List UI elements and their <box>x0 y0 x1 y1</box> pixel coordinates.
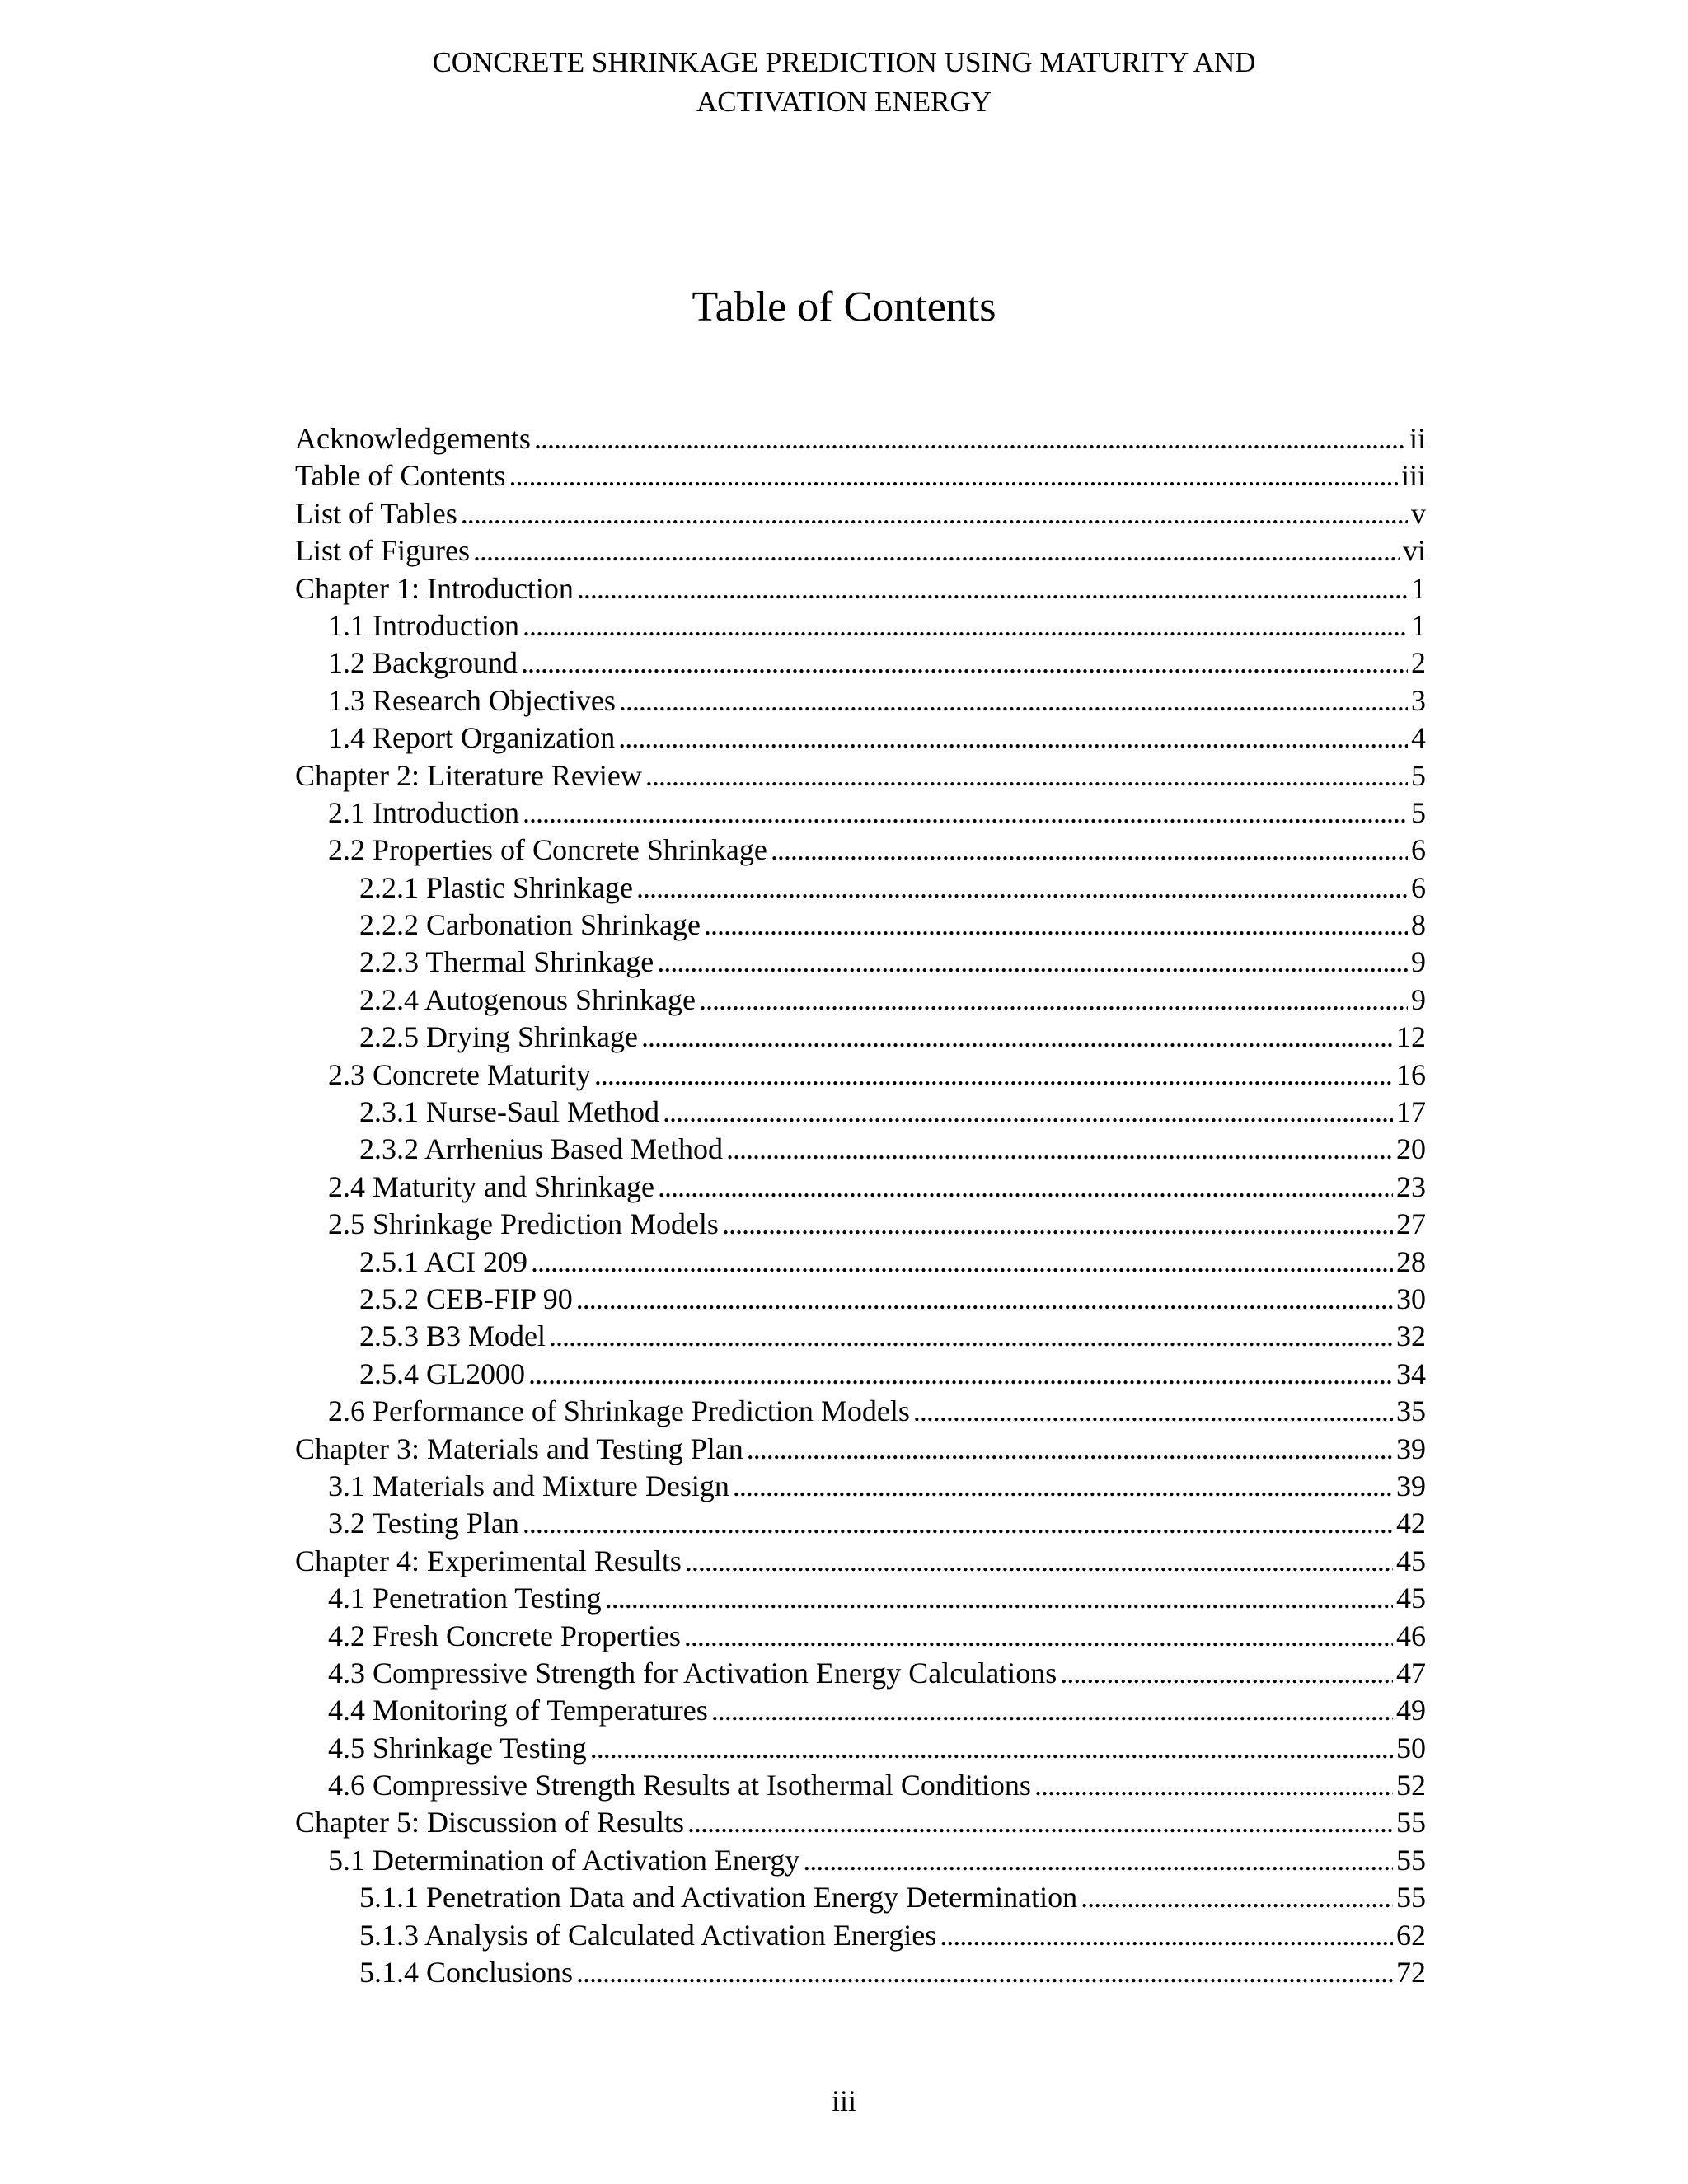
toc-entry-label: Chapter 4: Experimental Results <box>295 1544 682 1577</box>
dot-leader <box>771 832 1408 869</box>
toc-entry <box>295 1879 1426 1916</box>
toc-title: Table of Contents <box>692 284 996 330</box>
toc-entry-page: 52 <box>1396 1769 1426 1802</box>
toc-entry <box>295 907 1426 944</box>
dot-leader <box>704 907 1408 944</box>
toc-entry <box>295 1057 1426 1094</box>
dot-leader <box>619 682 1408 719</box>
toc-entry-label: List of Figures <box>295 534 470 568</box>
toc-entry-label: Chapter 2: Literature Review <box>295 758 642 792</box>
toc-entry <box>295 495 1426 532</box>
toc-entry-label: 2.5.4 GL2000 <box>359 1357 525 1390</box>
running-header-line-2: ACTIVATION ENERGY <box>696 86 992 118</box>
dot-leader <box>594 1057 1393 1094</box>
toc-entry-label: 2.2.1 Plastic Shrinkage <box>359 870 633 904</box>
toc-entry-page: iii <box>1400 459 1426 493</box>
toc-entry <box>295 570 1426 607</box>
dot-leader <box>645 757 1408 794</box>
toc-entry-page: 45 <box>1396 1582 1426 1615</box>
toc-entry-label: 2.3.1 Nurse-Saul Method <box>359 1095 659 1129</box>
dot-leader <box>684 1618 1393 1655</box>
toc-entry <box>295 1019 1426 1056</box>
toc-entry-label: 4.2 Fresh Concrete Properties <box>328 1619 681 1652</box>
dot-leader <box>534 420 1406 457</box>
page-number: iii <box>831 2084 856 2117</box>
toc-entry <box>295 1393 1426 1430</box>
toc-entry-page: 17 <box>1396 1095 1426 1129</box>
toc-entry-label: 2.2.3 Thermal Shrinkage <box>359 945 654 979</box>
toc-entry <box>295 1244 1426 1281</box>
toc-entry-label: 5.1.1 Penetration Data and Activation Energy Determination <box>359 1881 1078 1915</box>
toc-entry-page: 20 <box>1396 1132 1426 1166</box>
running-header-line-1: CONCRETE SHRINKAGE PREDICTION USING MATURITY AND <box>432 46 1256 78</box>
toc-entry-label: 2.4 Maturity and Shrinkage <box>328 1169 654 1203</box>
toc-entry-label: 1.2 Background <box>328 646 518 680</box>
toc-entry-label: 4.5 Shrinkage Testing <box>328 1731 587 1765</box>
toc-entry-label: Table of Contents <box>295 459 506 493</box>
dot-leader <box>658 1169 1393 1206</box>
toc-entry-label: 1.4 Report Organization <box>328 721 616 755</box>
toc-entry-label: 2.2 Properties of Concrete Shrinkage <box>328 833 767 867</box>
dot-leader <box>940 1917 1393 1954</box>
toc-entry-page: 1 <box>1411 608 1426 642</box>
toc-entry <box>295 1618 1426 1655</box>
toc-entry-page: 47 <box>1396 1656 1426 1690</box>
toc-entry-page: 55 <box>1396 1843 1426 1877</box>
dot-leader <box>1034 1767 1393 1804</box>
toc-entry <box>295 794 1426 832</box>
toc-entry-page: 55 <box>1396 1806 1426 1840</box>
toc-entry <box>295 832 1426 869</box>
toc-entry-page: 28 <box>1396 1244 1426 1278</box>
running-header <box>0 43 1688 122</box>
toc-entry <box>295 644 1426 682</box>
toc-entry <box>295 1169 1426 1206</box>
dot-leader <box>618 719 1408 757</box>
toc-entry-label: 3.2 Testing Plan <box>328 1507 519 1540</box>
toc-entry-page: v <box>1411 496 1426 530</box>
dot-leader <box>1081 1879 1393 1916</box>
toc-entry-page: 27 <box>1396 1207 1426 1241</box>
toc-entry-page: 45 <box>1396 1544 1426 1577</box>
toc-entry-label: 2.3.2 Arrhenius Based Method <box>359 1132 723 1166</box>
dot-leader <box>509 457 1398 494</box>
toc-entry <box>295 457 1426 494</box>
toc-entry <box>295 719 1426 757</box>
toc-entry-page: 1 <box>1411 571 1426 605</box>
toc-entry-label: 4.6 Compressive Strength Results at Isothermal Conditions <box>328 1769 1031 1802</box>
dot-leader <box>605 1580 1393 1617</box>
toc-entry <box>295 1431 1426 1468</box>
toc-entry <box>295 1842 1426 1879</box>
toc-entry <box>295 944 1426 981</box>
toc-entry-label: Acknowledgements <box>295 422 531 455</box>
toc-entry-page: 55 <box>1396 1881 1426 1915</box>
toc-entry-page: 8 <box>1411 908 1426 942</box>
dot-leader <box>687 1804 1393 1841</box>
toc-entry-page: 6 <box>1411 870 1426 904</box>
toc-entry-label: 2.5.3 B3 Model <box>359 1319 546 1353</box>
toc-entry-label: 5.1 Determination of Activation Energy <box>328 1843 800 1877</box>
toc-entry-page: 39 <box>1396 1469 1426 1502</box>
toc-entry-page: 3 <box>1411 683 1426 717</box>
toc-entry-page: 72 <box>1396 1956 1426 1990</box>
toc-entry-page: 32 <box>1396 1319 1426 1353</box>
toc-entry-page: 5 <box>1411 795 1426 829</box>
toc-entry <box>295 982 1426 1019</box>
toc-entry-page: 42 <box>1396 1507 1426 1540</box>
dot-leader <box>657 944 1408 981</box>
dot-leader <box>461 495 1408 532</box>
toc-entry-page: 49 <box>1396 1694 1426 1727</box>
toc-entry-page: ii <box>1409 422 1426 455</box>
toc-entry <box>295 757 1426 794</box>
toc-entry <box>295 1767 1426 1804</box>
dot-leader <box>576 1281 1393 1318</box>
dot-leader <box>1060 1655 1393 1692</box>
toc-entry <box>295 532 1426 569</box>
toc-entry-label: Chapter 3: Materials and Testing Plan <box>295 1432 743 1465</box>
toc-entry <box>295 1804 1426 1841</box>
toc-entry-label: 2.5 Shrinkage Prediction Models <box>328 1207 719 1241</box>
toc-entry-label: List of Tables <box>295 496 457 530</box>
toc-entry <box>295 1281 1426 1318</box>
toc-entry-page: 12 <box>1396 1020 1426 1054</box>
toc-entry-page: 9 <box>1411 945 1426 979</box>
dot-leader <box>685 1543 1393 1580</box>
dot-leader <box>711 1692 1393 1729</box>
toc-entry <box>295 420 1426 457</box>
toc-entry-label: 2.5.1 ACI 209 <box>359 1244 528 1278</box>
toc-entry-label: 5.1.4 Conclusions <box>359 1956 574 1990</box>
toc-entry-page: 9 <box>1411 982 1426 1016</box>
toc-list <box>295 420 1426 1991</box>
dot-leader <box>636 869 1408 907</box>
dot-leader <box>722 1206 1393 1243</box>
toc-entry-page: 30 <box>1396 1282 1426 1315</box>
toc-entry <box>295 1580 1426 1617</box>
toc-entry <box>295 1655 1426 1692</box>
toc-entry <box>295 1356 1426 1393</box>
toc-entry-page: vi <box>1402 534 1426 568</box>
toc-entry-page: 35 <box>1396 1394 1426 1428</box>
dot-leader <box>641 1019 1393 1056</box>
toc-entry-page: 2 <box>1411 646 1426 680</box>
dot-leader <box>549 1318 1393 1355</box>
toc-entry-label: 2.2.2 Carbonation Shrinkage <box>359 908 701 942</box>
toc-entry <box>295 1206 1426 1243</box>
toc-entry-label: 4.4 Monitoring of Temperatures <box>328 1694 708 1727</box>
toc-entry-label: 2.3 Concrete Maturity <box>328 1057 591 1091</box>
toc-entry-label: 5.1.3 Analysis of Calculated Activation Energies <box>359 1918 937 1952</box>
toc-entry-page: 16 <box>1396 1057 1426 1091</box>
dot-leader <box>523 794 1408 832</box>
dot-leader <box>531 1244 1393 1281</box>
dot-leader <box>663 1094 1393 1131</box>
toc-entry-label: 2.2.5 Drying Shrinkage <box>359 1020 638 1054</box>
toc-entry <box>295 1131 1426 1168</box>
dot-leader <box>913 1393 1393 1430</box>
toc-entry-page: 23 <box>1396 1169 1426 1203</box>
toc-entry <box>295 682 1426 719</box>
dot-leader <box>576 1954 1393 1991</box>
toc-entry-label: 3.1 Materials and Mixture Design <box>328 1469 729 1502</box>
toc-entry <box>295 1917 1426 1954</box>
toc-entry-page: 62 <box>1396 1918 1426 1952</box>
toc-entry-page: 39 <box>1396 1432 1426 1465</box>
toc-entry <box>295 1505 1426 1542</box>
toc-entry-label: 2.6 Performance of Shrinkage Prediction Models <box>328 1394 910 1428</box>
toc-entry-label: 2.1 Introduction <box>328 795 519 829</box>
toc-entry <box>295 1543 1426 1580</box>
toc-entry-page: 5 <box>1411 758 1426 792</box>
toc-entry-label: 2.5.2 CEB-FIP 90 <box>359 1282 573 1315</box>
toc-entry-label: 1.3 Research Objectives <box>328 683 616 717</box>
toc-entry <box>295 1318 1426 1355</box>
dot-leader <box>523 1505 1393 1542</box>
toc-entry <box>295 1730 1426 1767</box>
dot-leader <box>521 644 1408 682</box>
dot-leader <box>747 1431 1393 1468</box>
dot-leader <box>726 1131 1393 1168</box>
toc-entry-page: 50 <box>1396 1731 1426 1765</box>
toc-entry-label: Chapter 1: Introduction <box>295 571 574 605</box>
toc-entry-page: 4 <box>1411 721 1426 755</box>
toc-entry-label: 2.2.4 Autogenous Shrinkage <box>359 982 696 1016</box>
toc-entry-label: 4.1 Penetration Testing <box>328 1582 602 1615</box>
dot-leader <box>523 607 1408 644</box>
toc-entry <box>295 1692 1426 1729</box>
toc-entry <box>295 1094 1426 1131</box>
toc-entry-label: Chapter 5: Discussion of Results <box>295 1806 684 1840</box>
dot-leader <box>733 1468 1393 1505</box>
toc-entry <box>295 869 1426 907</box>
toc-entry <box>295 607 1426 644</box>
toc-entry <box>295 1468 1426 1505</box>
toc-entry-page: 46 <box>1396 1619 1426 1652</box>
dot-leader <box>528 1356 1393 1393</box>
dot-leader <box>803 1842 1393 1879</box>
toc-entry-label: 4.3 Compressive Strength for Activation Energy Calculations <box>328 1656 1057 1690</box>
toc-entry <box>295 1954 1426 1991</box>
dot-leader <box>473 532 1400 569</box>
toc-entry-label: 1.1 Introduction <box>328 608 519 642</box>
toc-entry-page: 6 <box>1411 833 1426 867</box>
dot-leader <box>590 1730 1393 1767</box>
dot-leader <box>577 570 1408 607</box>
dot-leader <box>699 982 1408 1019</box>
toc-entry-page: 34 <box>1396 1357 1426 1390</box>
